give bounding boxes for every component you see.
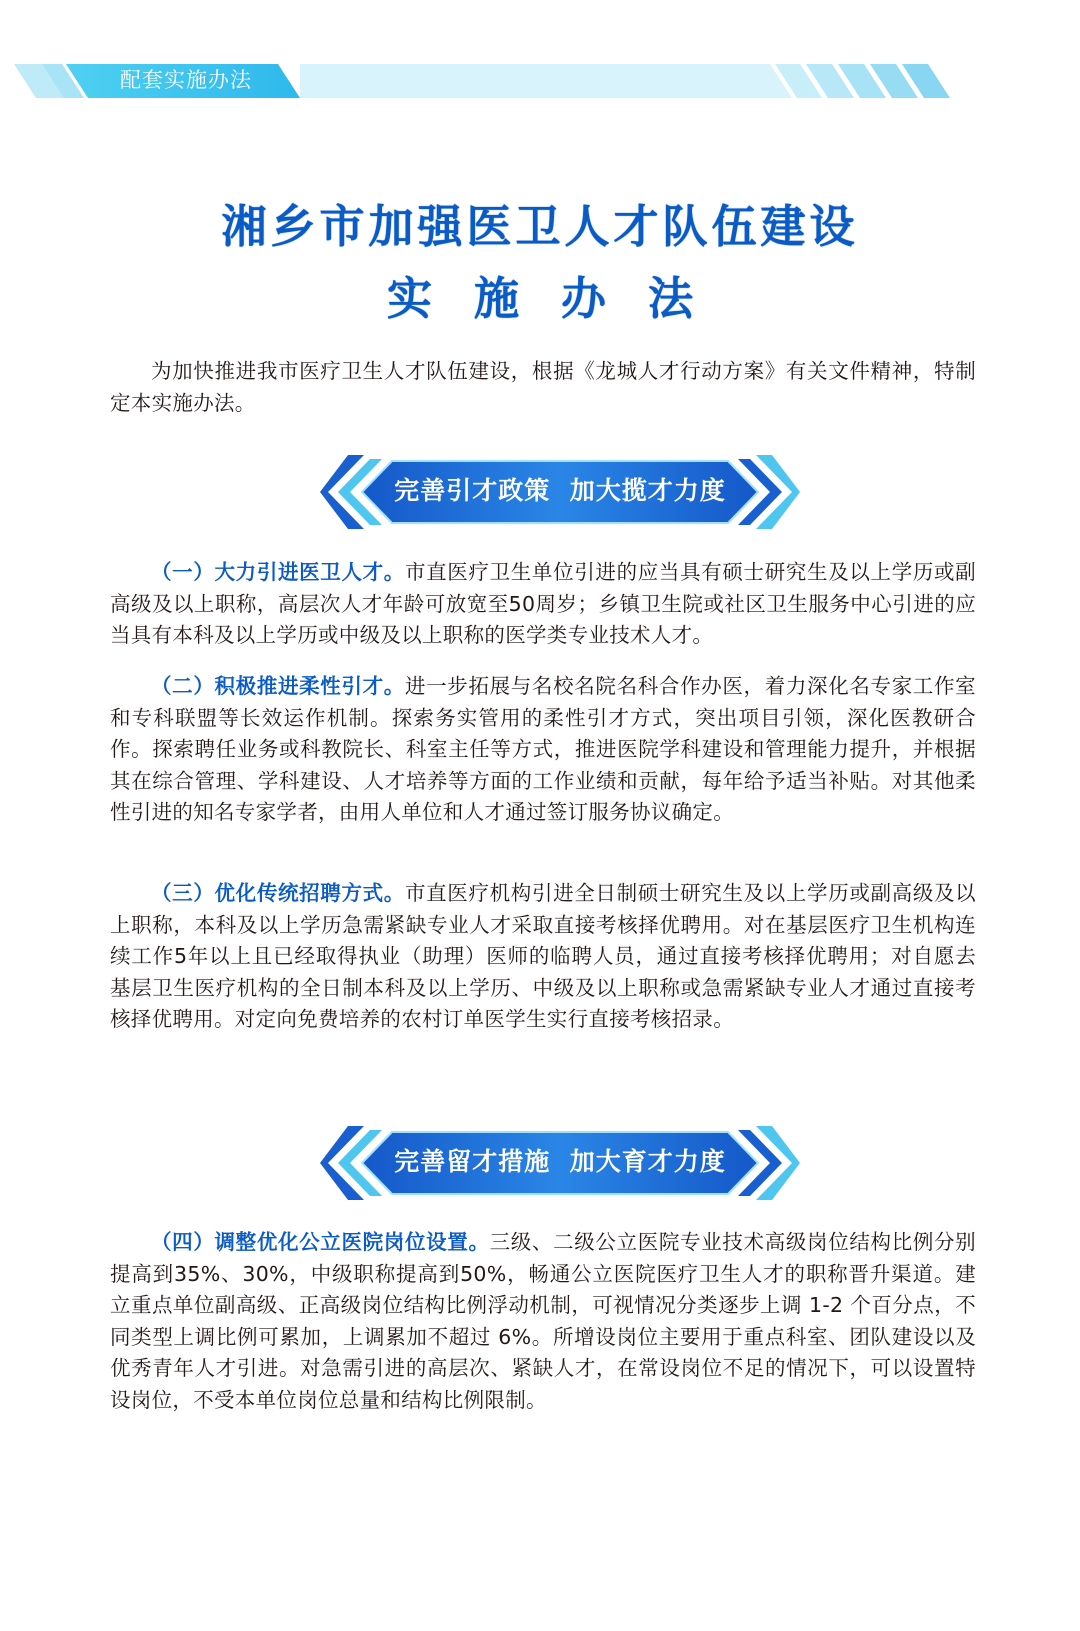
paragraph-item-3 (110, 878, 976, 1036)
paragraph-item-2 (110, 671, 976, 829)
item-4-text: 三级、二级公立医院专业技术高级岗位结构比例分别提高到35%、30%，中级职称提高到50%，畅通公立医院医疗卫生人才的职称晋升渠道。建立重点单位副高级、正高级岗位结构比例浮动机制，可视情况分类逐步上调 1-2 个百分点，不同类型上调比例可累加，上调累加不超过 6%。所增设岗位主要用于重点科室、团队建设以及优秀青年人才引进。对急需引进的高层次、紧缺人才，在常设岗位不足的情况下，可以设置特设岗位，不受本单位岗位总量和结构比例限制。 (110, 1230, 976, 1412)
intro-paragraph: 为加快推进我市医疗卫生人才队伍建设，根据《龙城人才行动方案》有关文件精神，特制定本实施办法。 (110, 359, 976, 415)
item-1-lead: （一）大力引进医卫人才。 (151, 560, 405, 584)
paragraph-item-1 (110, 557, 976, 652)
header-section-label: 配套实施办法 (120, 68, 252, 92)
item-3-text: 市直医疗机构引进全日制硕士研究生及以上学历或副高级及以上职称，本科及以上学历急需紧缺专业人才采取直接考核择优聘用。对在基层医疗卫生机构连续工作5年以上且已经取得执业（助理）医师的临聘人员，通过直接考核择优聘用；对自愿去基层卫生医疗机构的全日制本科及以上学历、中级及以上职称或急需紧缺专业人才通过直接考核择优聘用。对定向免费培养的农村订单医学生实行直接考核招录。 (110, 881, 976, 1031)
item-3-lead: （三）优化传统招聘方式。 (151, 881, 405, 905)
page-title-line1: 湘乡市加强医卫人才队伍建设 (221, 200, 859, 253)
item-4-lead: （四）调整优化公立医院岗位设置。 (151, 1230, 490, 1254)
page-title-line2: 实施办法 (386, 272, 735, 325)
item-1-text: 市直医疗卫生单位引进的应当具有硕士研究生及以上学历或副高级及以上职称，高层次人才年龄可放宽至50周岁；乡镇卫生院或社区卫生服务中心引进的应当具有本科及以上学历或中级及以上职称的医学类专业技术人才。 (110, 560, 976, 647)
item-2-lead: （二）积极推进柔性引才。 (151, 674, 405, 698)
section-banner-1 (320, 455, 800, 529)
section-banner-2 (320, 1126, 800, 1200)
section-banner-2-label: 完善留才措施 加大育才力度 (394, 1147, 726, 1176)
item-2-text: 进一步拓展与名校名院名科合作办医，着力深化名专家工作室和专科联盟等长效运作机制。探索务实管用的柔性引才方式，突出项目引领，深化医教研合作。探索聘任业务或科教院长、科室主任等方式，推进医院学科建设和管理能力提升，并根据其在综合管理、学科建设、人才培养等方面的工作业绩和贡献，每年给予适当补贴。对其他柔性引进的知名专家学者，由用人单位和人才通过签订服务协议确定。 (110, 674, 976, 824)
paragraph-item-4 (110, 1227, 976, 1416)
section-banner-1-label: 完善引才政策 加大揽才力度 (394, 476, 726, 505)
